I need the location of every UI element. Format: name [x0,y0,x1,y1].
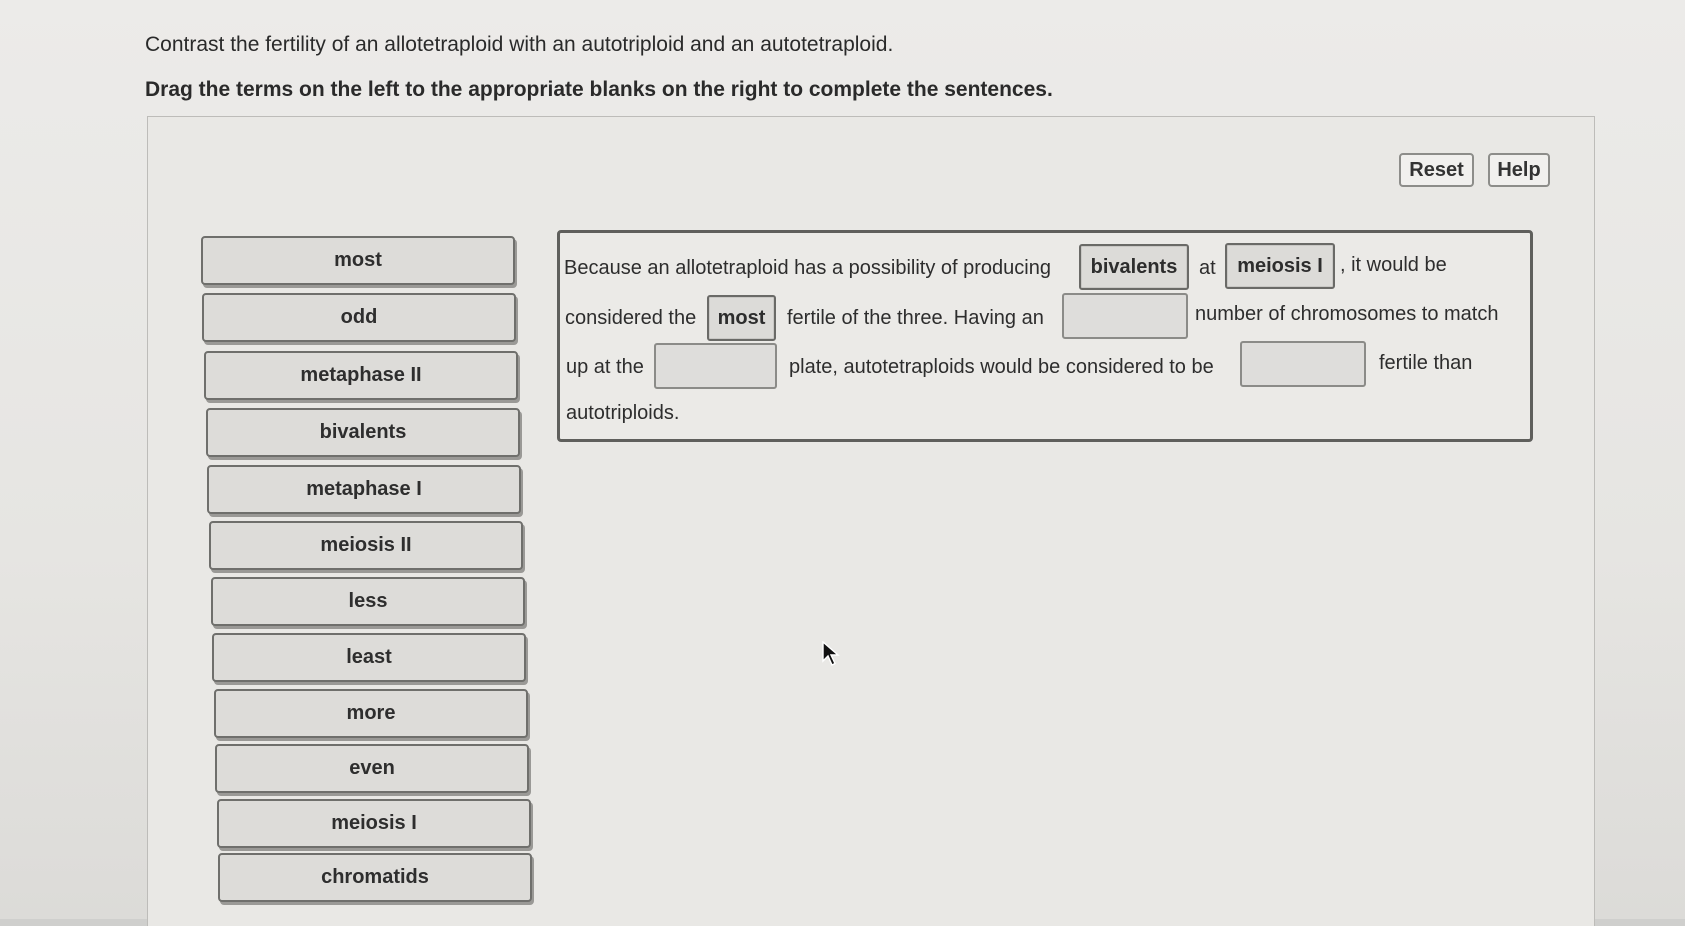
term-bivalents[interactable]: bivalents [206,408,520,457]
sentence-text: up at the [566,356,644,378]
term-metaphase-ii[interactable]: metaphase II [204,351,518,400]
blank-6[interactable] [1240,341,1366,387]
instruction-text: Drag the terms on the left to the appropriate blanks on the right to complete the sentences. [145,78,1053,101]
blank-3-filled[interactable]: most [707,295,776,341]
term-more[interactable]: more [214,689,528,738]
term-meiosis-ii[interactable]: meiosis II [209,521,523,570]
blank-4[interactable] [1062,293,1188,339]
sentence-text: considered the [565,307,697,329]
mouse-pointer-icon [822,641,840,667]
blank-2-filled[interactable]: meiosis I [1225,243,1335,289]
sentence-text: at [1199,257,1216,279]
term-even[interactable]: even [215,744,529,793]
term-meiosis-i[interactable]: meiosis I [217,799,531,848]
term-least[interactable]: least [212,633,526,682]
sentence-text: Because an allotetraploid has a possibility of producing [564,257,1051,279]
term-most[interactable]: most [201,236,515,285]
term-odd[interactable]: odd [202,293,516,342]
sentence-text: number of chromosomes to match [1195,303,1499,325]
sentence-text: fertile than [1379,352,1473,374]
sentence-text: plate, autotetraploids would be considered to be [789,356,1214,378]
blank-5[interactable] [654,343,777,389]
term-less[interactable]: less [211,577,525,626]
sentence-text: , it would be [1340,254,1447,276]
blank-1-filled[interactable]: bivalents [1079,244,1189,290]
sentence-text: fertile of the three. Having an [787,307,1044,329]
term-metaphase-i[interactable]: metaphase I [207,465,521,514]
question-text: Contrast the fertility of an allotetraploid with an autotriploid and an autotetraploid. [145,33,894,56]
sentence-text: autotriploids. [566,402,680,424]
term-chromatids[interactable]: chromatids [218,853,532,902]
help-button[interactable]: Help [1488,153,1550,187]
reset-button[interactable]: Reset [1399,153,1474,187]
